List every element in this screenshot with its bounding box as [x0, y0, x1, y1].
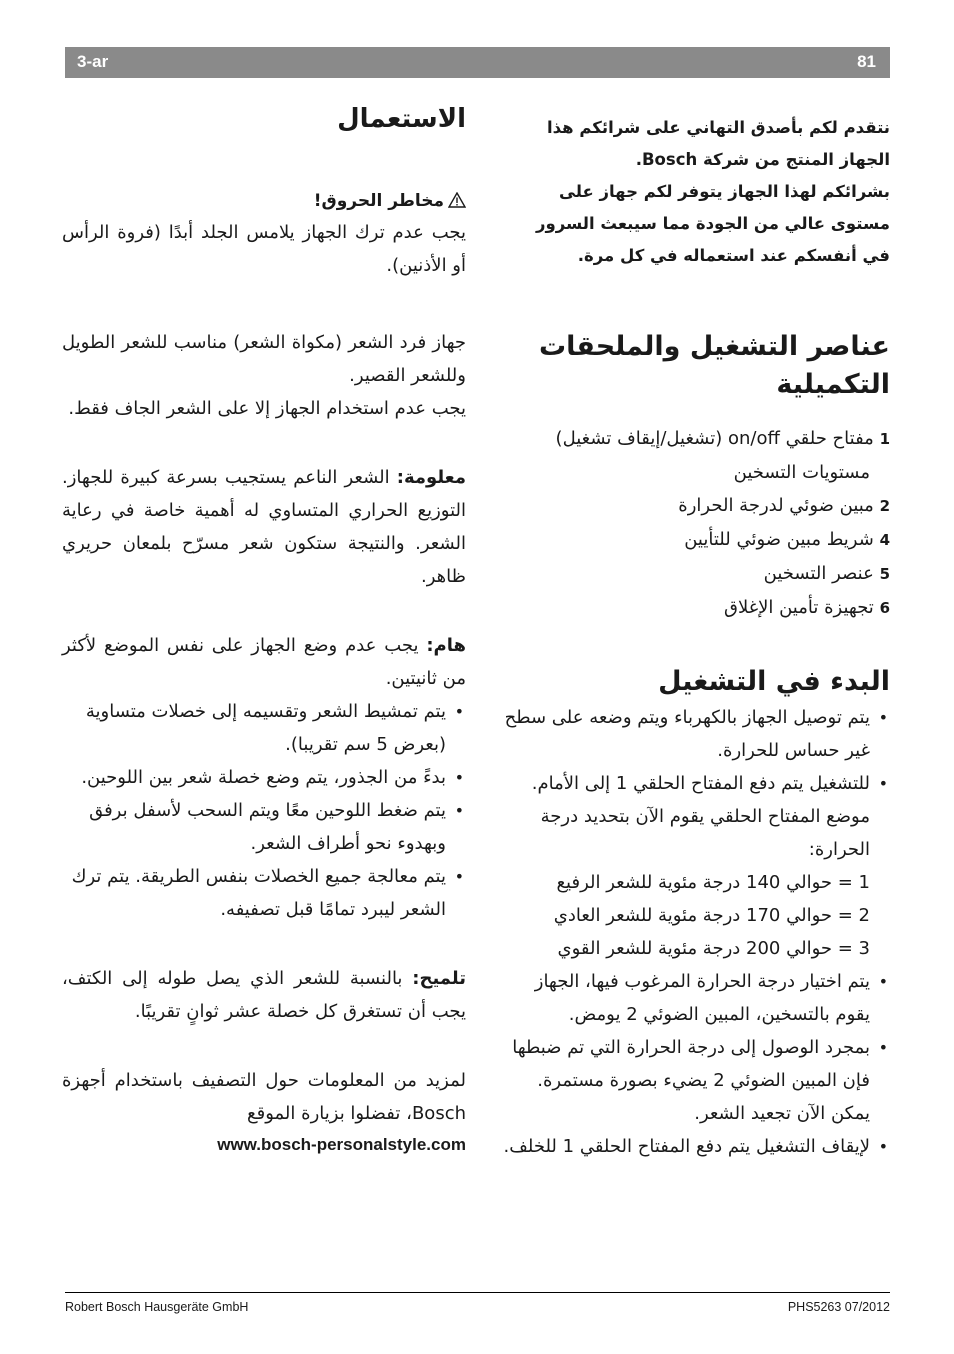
controls-list	[497, 422, 890, 625]
start-heading: البدء في التشغيل	[658, 666, 890, 697]
controls-heading-line: التكميلية	[776, 369, 890, 400]
tip-label: تلميح:	[412, 968, 466, 989]
more-info-text: لمزيد من المعلومات حول التصفيف باستخدام أجهزة Bosch، تفضلوا بزيارة الموقع	[62, 1070, 466, 1124]
right-column	[497, 112, 890, 1163]
item-number: 6	[879, 599, 890, 617]
intro-line: الجهاز المنتج من شركة Bosch.	[635, 150, 890, 169]
list-item	[497, 557, 890, 591]
item-text: تجهيزة تأمين الإغلاق	[724, 597, 874, 618]
intro-paragraph	[497, 112, 890, 272]
important-text: يجب عدم وضع الجهاز على نفس الموضع لأكثر من ثانيتين.	[62, 635, 466, 689]
header-bar	[65, 47, 890, 78]
list-item: • للتشغيل يتم دفع المفتاح الحلقي 1 إلى الأمام. موضع المفتاح الحلقي يقوم الآن بتحديد درجة الحرارة:	[497, 767, 890, 866]
tip-text: بالنسبة للشعر الذي يصل طوله إلى الكتف، يجب أن تستغرق كل خصلة عشر ثوانٍ تقريبًا.	[62, 968, 466, 1022]
item-text: عنصر التسخين	[763, 563, 874, 584]
item-number: 4	[879, 531, 890, 549]
important-label: هام:	[426, 635, 466, 656]
item-text-cont: مستويات التسخين	[733, 462, 870, 483]
website-link[interactable]: www.bosch-personalstyle.com	[217, 1135, 466, 1154]
left-column	[62, 100, 466, 1160]
warning-heading	[62, 186, 466, 216]
usage-paragraph: جهاز فرد الشعر (مكواة الشعر) مناسب للشعر الطويل وللشعر القصير.	[62, 332, 466, 386]
section-code: 3-ar	[77, 52, 109, 71]
item-text: مفتاح حلقي on/off (تشغيل/إيقاف تشغيل)	[555, 428, 874, 449]
intro-line: مستوى عالي من الجودة مما سيبعث السرور	[535, 214, 890, 233]
intro-line: في أنفسكم عند استعماله في كل مرة.	[577, 246, 890, 265]
tip-note	[62, 962, 466, 1028]
list-item	[497, 523, 890, 557]
list-item: • بمجرد الوصول إلى درجة الحرارة التي تم ضبطها فإن المبين الضوئي 2 يضيء بصورة مستمرة. يمكن الآن تجعيد الشعر.	[497, 1031, 890, 1130]
list-item	[497, 422, 890, 489]
list-item: • يتم اختيار درجة الحرارة المرغوب فيها، الجهاز يقوم بالتسخين، المبين الضوئي 2 يومض.	[497, 965, 890, 1031]
list-item: • بدءً من الجذور، يتم وضع خصلة شعر بين اللوحين.	[62, 761, 466, 794]
item-text: مبين ضوئي لدرجة الحرارة	[678, 495, 874, 516]
footer-model-date: PHS5263 07/2012	[787, 1300, 890, 1314]
controls-heading	[497, 328, 890, 404]
info-note	[62, 461, 466, 593]
warning-text: يجب عدم ترك الجهاز يلامس الجلد أبدًا (فروة الرأس أو الأذنين).	[62, 222, 466, 276]
temperature-level: 1 = حوالي 140 درجة مئوية للشعر الرفيع	[556, 872, 870, 893]
list-item: • يتم معالجة جميع الخصلات بنفس الطريقة. يتم ترك الشعر ليبرد تمامًا قبل تصفيفه.	[62, 860, 466, 926]
start-list	[497, 701, 890, 866]
list-item	[497, 591, 890, 625]
list-item: • يتم تمشيط الشعر وتقسيمه إلى خصلات متساوية (بعرض 5 سم تقريبا).	[62, 695, 466, 761]
info-text: الشعر الناعم يستجيب بسرعة كبيرة للجهاز. التوزيع الحراري المتساوي له أهمية خاصة في رعاية الشعر. والنتيجة ستكون شعر مسرّح بلمعان حريري ظاهر.	[62, 467, 466, 587]
usage-paragraph: يجب عدم استخدام الجهاز إلا على الشعر الجاف فقط.	[68, 398, 466, 419]
info-label: معلومة:	[396, 467, 466, 488]
footer-company: Robert Bosch Hausgeräte GmbH	[65, 1300, 249, 1314]
controls-heading-line: عناصر التشغيل والملحقات	[539, 331, 890, 362]
list-item: • لإيقاف التشغيل يتم دفع المفتاح الحلقي 1 للخلف.	[497, 1130, 890, 1163]
intro-line: نتقدم لكم بأصدق التهاني على شرائكم هذا	[546, 118, 890, 137]
warning-title: مخاطر الحروق!	[313, 191, 444, 211]
item-text: شريط مبين ضوئي للتأيين	[684, 529, 874, 550]
temperature-level: 2 = حوالي 170 درجة مئوية للشعر العادي	[553, 905, 870, 926]
item-number: 5	[879, 565, 890, 583]
usage-heading: الاستعمال	[337, 104, 466, 134]
usage-steps	[62, 695, 466, 926]
list-item	[497, 489, 890, 523]
item-number: 2	[879, 497, 890, 515]
intro-line: بشرائكم لهذا الجهاز يتوفر لكم جهاز على	[559, 182, 890, 201]
list-item: • يتم توصيل الجهاز بالكهرباء ويتم وضعه على سطح غير حساس للحرارة.	[497, 701, 890, 767]
footer-divider	[65, 1292, 890, 1293]
important-note	[62, 629, 466, 695]
warning-triangle-icon	[448, 192, 466, 208]
list-item: • يتم ضغط اللوحين معًا ويتم السحب لأسفل برفق وبهدوء نحو أطراف الشعر.	[62, 794, 466, 860]
item-number: 1	[879, 430, 890, 448]
temperature-level: 3 = حوالي 200 درجة مئوية للشعر القوي	[557, 938, 870, 959]
start-list-continued	[497, 965, 890, 1163]
page-number: 81	[857, 52, 876, 71]
